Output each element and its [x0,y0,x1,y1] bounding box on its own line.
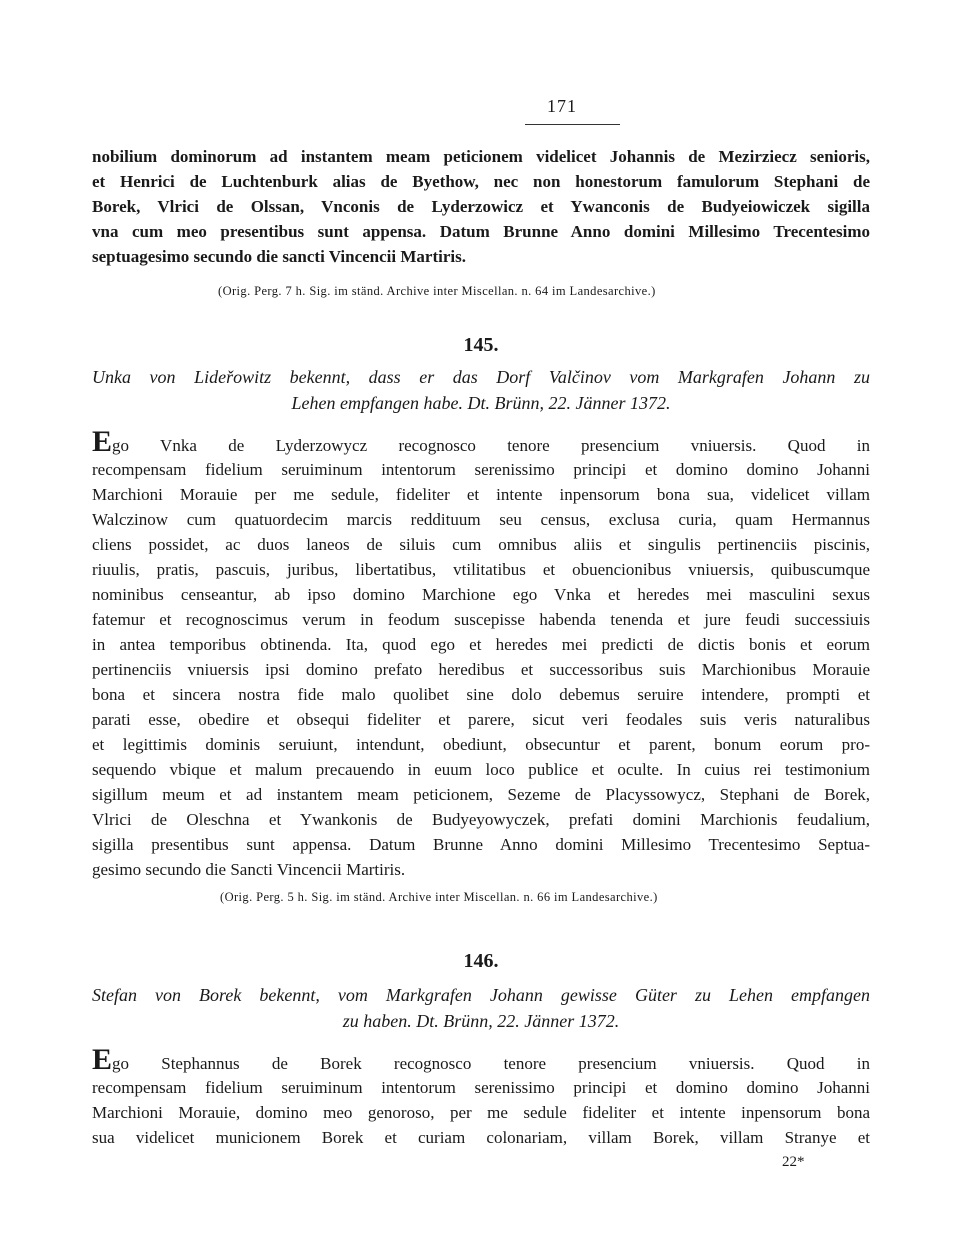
document-number-146: 146. [463,950,499,972]
text-line: riuulis, pratis, pascuis, juribus, libertatibus, vtilitatibus et obuencionibus vniuersis, quibuscumque [92,560,870,579]
initial-letter: E [92,425,113,458]
text-line: gesimo secundo die Sancti Vincencii Martiris. [92,860,406,879]
text-line: Vlrici de Oleschna et Ywankonis de Budyeyowyczek, prefati domini Marchionis feudalium, [92,810,870,829]
text-line: recompensam fidelium seruiminum intentorum serenissimo principi et domino domino Johanni [92,460,870,479]
body-146 [92,1043,870,1150]
text-line: Walczinow cum quatuordecim marcis reddituum seu census, exclusa curia, quam Hermannus [92,510,870,529]
source-note-145: (Orig. Perg. 5 h. Sig. im ständ. Archive inter Miscellan. n. 66 im Landesarchive.) [220,890,658,904]
text-line: sequendo vbique et malum precauendo in euum loco publice et oculte. In cuius rei testimonium [92,760,870,779]
document-number-145: 145. [463,334,499,356]
source-note-144: (Orig. Perg. 7 h. Sig. im ständ. Archive inter Miscellan. n. 64 im Landesarchive.) [218,284,656,298]
text-line [92,425,870,458]
signature-mark: 22* [782,1154,805,1170]
initial-letter: E [92,1043,113,1076]
regest-line: zu haben. Dt. Brünn, 22. Jänner 1372. [342,1011,620,1031]
page-number: 171 [547,96,577,116]
text-line: recompensam fidelium seruiminum intentorum serenissimo principi et domino domino Johanni [92,1078,870,1097]
text-line: septuagesimo secundo die sancti Vincencii Martiris. [92,247,466,266]
text-line: Marchioni Morauie per me sedule, fideliter et intente inpensorum bona sua, videlicet villam [92,485,870,504]
regest-line: Unka von Lideřowitz bekennt, dass er das Dorf Valčinov vom Markgrafen Johann zu [92,367,870,387]
text-line: sua videlicet municionem Borek et curiam colonariam, villam Borek, villam Stranye et [92,1128,870,1147]
text-line: Marchioni Morauie, domino meo genoroso, per me sedule fideliter et intente inpensorum bona [92,1103,870,1122]
text-line: vna cum meo presentibus sunt appensa. Datum Brunne Anno domini Millesimo Trecentesimo [92,222,870,241]
text-line: bona et sincera nostra fide malo quolibet sine dolo debemus seruire intendere, prompti et [92,685,870,704]
regest-145 [92,364,870,416]
text-line: parati esse, obedire et obsequi fideliter et parere, sicut veri feodales suis veris naturalibus [92,710,870,729]
text-line: Borek, Vlrici de Olssan, Vnconis de Lyderzowicz et Ywanconis de Budyeiowiczek sigilla [92,197,870,216]
first-line-text: go Vnka de Lyderzowycz recognosco tenore presencium vniuersis. Quod in [112,436,870,455]
text-line: sigillum meum et ad instantem meam peticionem, Sezeme de Placyssowycz, Stephani de Borek, [92,785,870,804]
first-line-text: go Stephannus de Borek recognosco tenore presencium vniuersis. Quod in [112,1054,870,1073]
text-line: et legittimis dominis seruiunt, intendunt, obediunt, obsecuntur et parent, bonum eorum pro- [92,735,870,754]
header-rule [525,124,620,125]
body-145 [92,425,870,882]
text-line: et Henrici de Luchtenburk alias de Byethow, nec non honestorum famulorum Stephani de [92,172,870,191]
intro-paragraph [92,144,870,269]
text-line: pertinenciis vniuersis ipsi domino prefato heredibus et successoribus suis Marchionibus Morauie [92,660,870,679]
text-line: cliens possidet, ac duos laneos de siluis cum omnibus aliis et singulis pertinenciis piscinis, [92,535,870,554]
regest-146 [92,982,870,1034]
text-line: fatemur et recognoscimus verum in feodum suscepisse habenda tenenda et jure feudi successiuis [92,610,870,629]
text-line: in antea temporibus obtinenda. Ita, quod ego et heredes mei predicti de dictis bonis et eorum [92,635,870,654]
regest-line: Lehen empfangen habe. Dt. Brünn, 22. Jänner 1372. [291,393,671,413]
text-line: nobilium dominorum ad instantem meam peticionem videlicet Johannis de Mezirziecz senioris, [92,147,870,166]
text-line [92,1043,870,1076]
text-line: nominibus censeantur, ab ipso domino Marchione ego Vnka et heredes mei masculini sexus [92,585,870,604]
regest-line: Stefan von Borek bekennt, vom Markgrafen Johann gewisse Güter zu Lehen empfangen [92,985,870,1005]
text-line: sigilla presentibus sunt appensa. Datum Brunne Anno domini Millesimo Trecentesimo Septua- [92,835,870,854]
